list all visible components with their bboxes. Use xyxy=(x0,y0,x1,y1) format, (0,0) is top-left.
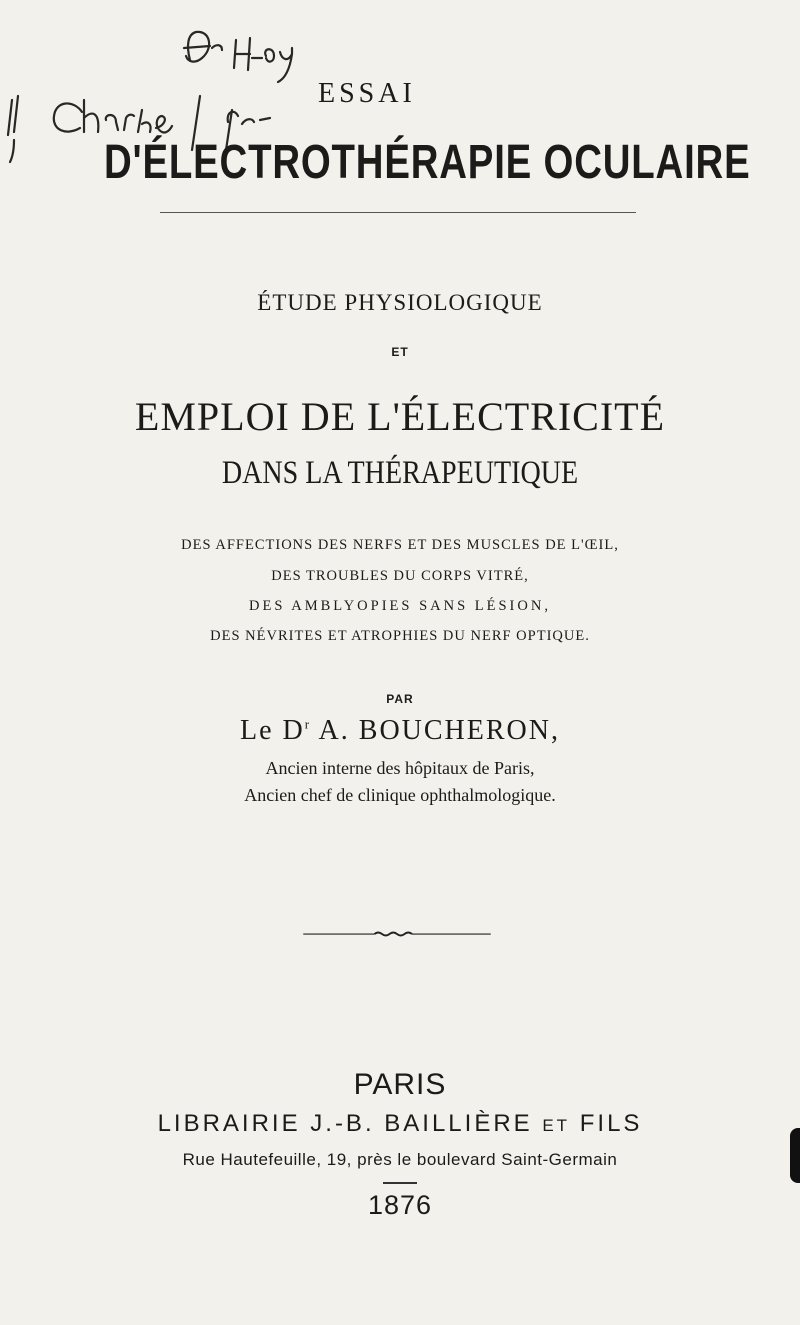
topic-line: DES TROUBLES DU CORPS VITRÉ, xyxy=(271,568,529,584)
author-fullname: A. BOUCHERON, xyxy=(318,715,561,746)
conjunction-et: ET xyxy=(391,345,409,359)
topic-line: DES AMBLYOPIES SANS LÉSION, xyxy=(249,598,551,614)
subtitle-etude: ÉTUDE PHYSIOLOGIQUE xyxy=(257,290,543,315)
author-affiliation: Ancien chef de clinique ophthalmologique. xyxy=(244,785,556,805)
imprint-city: PARIS xyxy=(353,1068,447,1101)
imprint-year: 1876 xyxy=(367,1190,433,1220)
page-edge-mark xyxy=(790,1128,800,1183)
topic-line: DES NÉVRITES ET ATROPHIES DU NERF OPTIQUE. xyxy=(210,628,590,644)
imprint-publisher xyxy=(0,1110,800,1138)
topic-line: DES AFFECTIONS DES NERFS ET DES MUSCLES DE L'ŒIL, xyxy=(181,537,619,553)
subtitle-dans: DANS LA THÉRAPEUTIQUE xyxy=(221,455,579,491)
essai-heading: ESSAI xyxy=(318,78,416,109)
author-prefix: Le D xyxy=(239,715,305,746)
main-title: D'ÉLECTROTHÉRAPIE OCULAIRE xyxy=(104,136,751,189)
publisher-name-b: FILS xyxy=(579,1110,643,1137)
author-affiliation: Ancien interne des hôpitaux de Paris, xyxy=(265,758,535,778)
year-dash xyxy=(383,1182,417,1184)
imprint-address: Rue Hautefeuille, 19, près le boulevard Saint-Germain xyxy=(182,1150,618,1169)
author-name xyxy=(0,715,800,747)
publisher-name-a: LIBRAIRIE J.-B. BAILLIÈRE xyxy=(157,1110,533,1137)
subtitle-emploi: EMPLOI DE L'ÉLECTRICITÉ xyxy=(134,394,666,439)
author-prefix-sup: r xyxy=(304,716,312,732)
par-label: PAR xyxy=(386,692,414,706)
title-divider xyxy=(160,212,636,213)
ornamental-divider xyxy=(272,931,522,937)
publisher-et: ET xyxy=(542,1116,571,1135)
